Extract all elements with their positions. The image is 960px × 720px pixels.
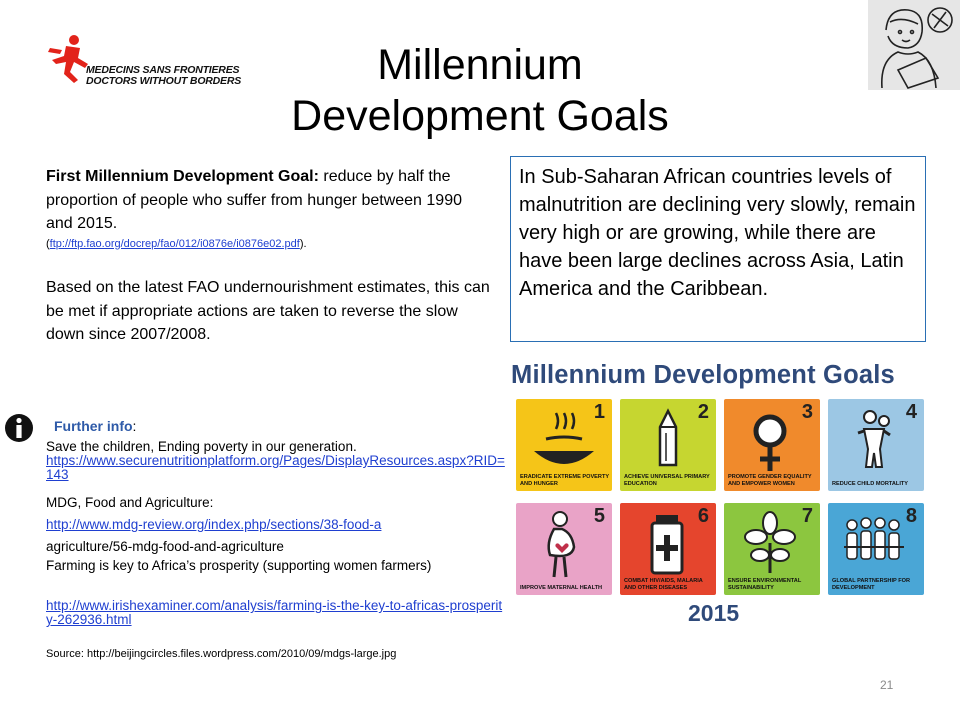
mdg-tile-caption: ACHIEVE UNIVERSAL PRIMARY EDUCATION xyxy=(624,474,710,487)
mdg-tile-number: 3 xyxy=(801,401,813,423)
logo-line-1: MEDECINS SANS FRONTIERES xyxy=(86,64,240,76)
image-source: Source: http://beijingcircles.files.wordpress.com/2010/09/mdgs-large.jpg xyxy=(46,648,397,660)
title-line-2: Development Goals xyxy=(291,92,669,140)
mdg-tile-number: 1 xyxy=(593,401,605,423)
goal-text: reduce by half the proportion of people who suffer from hunger between 1990 and 2015. xyxy=(46,168,462,232)
mdg-tile-caption: GLOBAL PARTNERSHIP FOR DEVELOPMENT xyxy=(832,578,911,591)
mdg-tile-2 xyxy=(620,399,716,491)
further-info-item-3 xyxy=(46,599,506,627)
title-line-1: Millennium xyxy=(377,41,583,89)
irishexaminer-link[interactable]: http://www.irishexaminer.com/analysis/farming-is-the-key-to-africas-prosperity-262936.html xyxy=(46,598,503,627)
goal-reference xyxy=(46,236,486,252)
mdg-tile-number: 5 xyxy=(593,505,605,527)
mdg-tile-number: 2 xyxy=(697,401,709,423)
logo-line-2: DOCTORS WITHOUT BORDERS xyxy=(86,75,242,87)
ref-close: ). xyxy=(299,237,307,250)
fao-paragraph: Based on the latest FAO undernourishment estimates, this can be met if appropriate actions are taken to reverse the slow down since 2007/2008. xyxy=(46,279,490,343)
mdg-tile-caption: ERADICATE EXTREME POVERTY AND HUNGER xyxy=(520,474,609,487)
item1-text: Save the children, Ending poverty in our generation. xyxy=(46,439,357,454)
slide-title xyxy=(230,40,730,142)
item2-text: MDG, Food and Agriculture: xyxy=(46,495,214,510)
mdg-tile-6 xyxy=(620,503,716,595)
goal-paragraph xyxy=(46,165,486,252)
securenutrition-link[interactable]: https://www.securenutritionplatform.org/Pages/DisplayResources.aspx?RID=143 xyxy=(46,453,505,482)
mdg-tile-1 xyxy=(516,399,612,491)
mdg-review-link[interactable]: http://www.mdg-review.org/index.php/sections/38-food-a xyxy=(46,517,382,532)
goal-label: First Millennium Development Goal: xyxy=(46,168,319,185)
fao-pdf-link[interactable]: ftp://ftp.fao.org/docrep/fao/012/i0876e/i0876e02.pdf xyxy=(49,237,300,250)
mdg-tile-caption: PROMOTE GENDER EQUALITY AND EMPOWER WOMEN xyxy=(728,474,812,487)
page-number: 21 xyxy=(880,678,894,692)
mdg-tile-number: 7 xyxy=(801,505,813,527)
further-info-label: Further info xyxy=(54,418,133,434)
mdg-tile-number: 4 xyxy=(905,401,917,423)
further-info-heading xyxy=(54,418,136,434)
further-info-colon: : xyxy=(132,418,137,434)
mdg-tile-5 xyxy=(516,503,612,595)
mdg-tile-3 xyxy=(724,399,820,491)
item3-text: Farming is key to Africa’s prosperity (supporting women farmers) xyxy=(46,558,432,573)
further-info-item-2 xyxy=(46,518,506,532)
callout-box: In Sub-Saharan African countries levels of malnutrition are declining very slowly, remain very high or are growing, while there are have been large declines across Asia, Latin America and the Caribbean. xyxy=(510,156,926,342)
mdg-tile-caption: ENSURE ENVIRONMENTAL SUSTAINABILITY xyxy=(728,578,802,591)
item2-continuation: agriculture/56-mdg-food-and-agriculture xyxy=(46,539,284,554)
msf-logo xyxy=(48,34,242,94)
mdg-tile-number: 6 xyxy=(697,505,709,527)
mdg-year: 2015 xyxy=(688,600,740,626)
further-info-item-1 xyxy=(46,440,506,482)
mdg-tile-7 xyxy=(724,503,820,595)
mdg-poster-title: Millennium Development Goals xyxy=(511,361,895,389)
student-clipart xyxy=(868,0,960,90)
mdg-tile-number: 8 xyxy=(905,505,917,527)
student-reading-icon xyxy=(868,0,960,90)
ref-open: ( xyxy=(46,237,50,250)
mdg-tile-caption: REDUCE CHILD MORTALITY xyxy=(832,480,909,487)
mdg-tile-caption: IMPROVE MATERNAL HEALTH xyxy=(520,584,603,591)
mdg-tile-caption: COMBAT HIV/AIDS, MALARIA AND OTHER DISEASES xyxy=(624,578,703,591)
mdg-tile-4 xyxy=(828,399,924,491)
info-icon xyxy=(4,412,34,444)
mdg-tile-8 xyxy=(828,503,924,595)
